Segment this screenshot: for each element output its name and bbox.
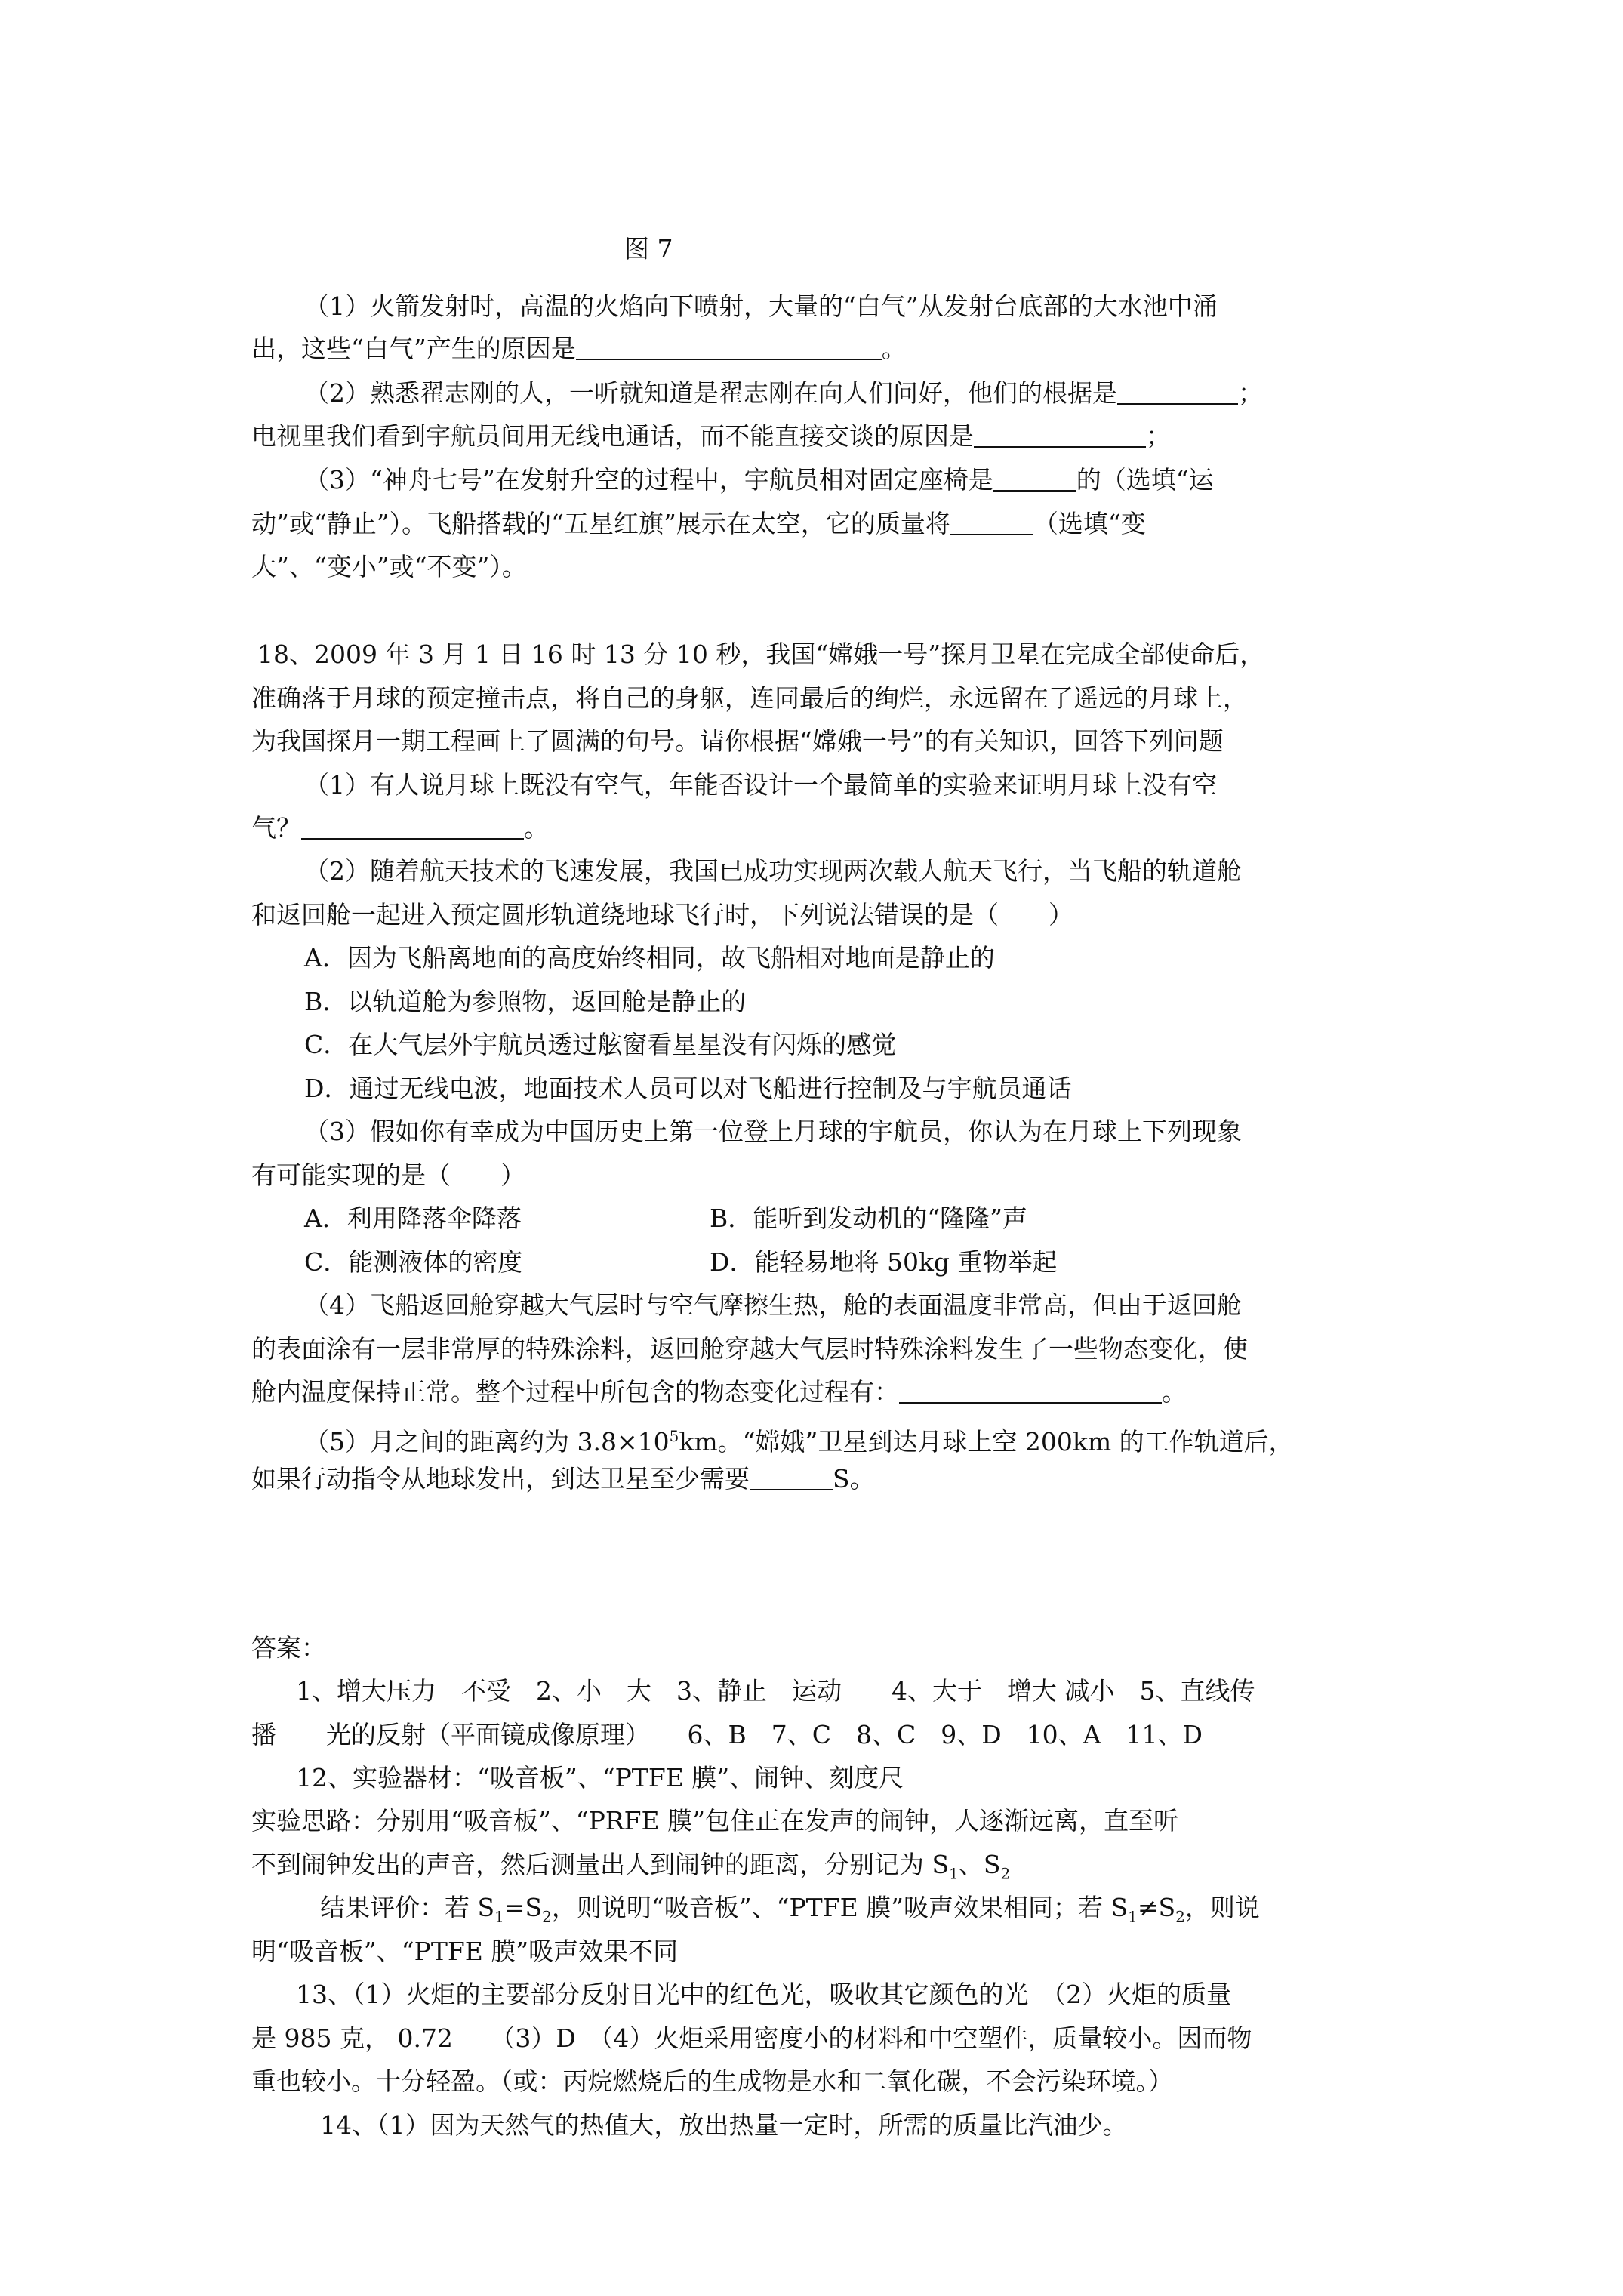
q18-sub1-end: 。: [524, 813, 549, 843]
exponent: 5: [669, 1427, 679, 1445]
answers-line7: 明“吸音板”、“PTFE 膜”吸声效果不同: [251, 1937, 679, 1966]
q17-part3-line2: [0, 507, 1623, 541]
answers-line6-e: ，则说: [1184, 1893, 1260, 1922]
q17-part2-line2: [0, 420, 1623, 453]
q18-sub3-option-d: D．能轻易地将 50kg 重物举起: [710, 1247, 1058, 1277]
q17-part3-end: 的（选填“运: [1076, 465, 1214, 495]
subscript: 1: [494, 1907, 504, 1926]
answers-line1: 1、增大压力 不受 2、小 大 3、静止 运动 4、大于 增大 减小 5、直线传: [296, 1676, 1255, 1706]
answers-line10: 重也较小。十分轻盈。（或：丙烷燃烧后的生成物是水和二氧化碳，不会污染环境。）: [251, 2066, 1173, 2096]
q18-sub1-line2: [0, 812, 1623, 845]
answers-line11: 14、（1）因为天然气的热值大，放出热量一定时，所需的质量比汽油少。: [320, 2110, 1128, 2140]
q17-part1-line1: （1）火箭发射时，高温的火焰向下喷射，大量的“白气”从发射台底部的大水池中涌: [304, 291, 1218, 321]
q17-part1-line2: [0, 332, 1623, 365]
answers-line4: 实验思路：分别用“吸音板”、“PRFE 膜”包住正在发声的闹钟，人逐渐远离，直至听: [251, 1806, 1179, 1835]
q18-sub5-line1: [0, 1419, 1623, 1459]
q17-part2-text2: 电视里我们看到宇航员间用无线电通话，而不能直接交谈的原因是: [251, 421, 974, 451]
q17-part2-text: （2）熟悉翟志刚的人，一听就知道是翟志刚在向人们问好，他们的根据是: [304, 378, 1117, 408]
q17-part3-text: （3）“神舟七号”在发射升空的过程中，宇航员相对固定座椅是: [304, 465, 993, 495]
answers-heading: 答案：: [251, 1633, 326, 1663]
q18-sub5-end: S。: [833, 1464, 875, 1493]
q18-sub1-line1: （1）有人说月球上既没有空气，年能否设计一个最简单的实验来证明月球上没有空: [304, 770, 1217, 800]
answers-line3: 12、实验器材：“吸音板”、“PTFE 膜”、闹钟、刻度尺: [296, 1763, 904, 1792]
q18-sub3-line1: （3）假如你有幸成为中国历史上第一位登上月球的宇航员，你认为在月球上下列现象: [304, 1117, 1242, 1146]
q18-sub3-option-b: B．能听到发动机的“隆隆”声: [710, 1203, 1027, 1233]
subscript: 1: [1128, 1907, 1138, 1926]
q18-sub2-line1: （2）随着航天技术的飞速发展，我国已成功实现两次载人航天飞行，当飞船的轨道舱: [304, 856, 1242, 886]
q18-sub3-option-c: C．能测液体的密度: [304, 1247, 523, 1277]
q18-sub2-option-b: B．以轨道舱为参照物，返回舱是静止的: [304, 987, 747, 1016]
q18-sub5-text2: 如果行动指令从地球发出，到达卫星至少需要: [251, 1464, 750, 1493]
q18-sub4-line2: 的表面涂有一层非常厚的特殊涂料，返回舱穿越大气层时特殊涂料发生了一些物态变化，使: [251, 1334, 1248, 1364]
answer-blank: [750, 1466, 833, 1490]
answers-line6-d: ≠S: [1137, 1893, 1176, 1922]
q18-sub3-options-row1: [0, 1202, 1623, 1235]
q18-sub3-options-row2: [0, 1246, 1623, 1279]
answers-line9: 是 985 克， 0.72 （3）D （4）火炬采用密度小的材料和中空塑件，质量较小。因而物: [251, 2023, 1252, 2053]
q18-sub5-text: （5）月之间的距离约为 3.8×10: [304, 1427, 670, 1456]
answers-line6: [0, 1891, 1623, 1934]
answer-blank: [301, 815, 524, 840]
q17-part3-text2: 动”或“静止”）。飞船搭载的“五星红旗”展示在太空，它的质量将: [251, 509, 950, 538]
answers-line5-text: 不到闹钟发出的声音，然后测量出人到闹钟的距离，分别记为 S: [251, 1850, 950, 1879]
q18-sub3-option-a: A．利用降落伞降落: [304, 1203, 522, 1233]
q17-part1-text: 出，这些“白气”产生的原因是: [251, 334, 576, 363]
q17-part3-end2: （选填“变: [1033, 509, 1146, 538]
q18-intro-line2: 准确落于月球的预定撞击点，将自己的身躯，连同最后的绚烂，永远留在了遥远的月球上，: [251, 683, 1248, 713]
answers-line6-b: =S: [504, 1893, 543, 1922]
q18-sub2-option-d: D．通过无线电波，地面技术人员可以对飞船进行控制及与宇航员通话: [304, 1074, 1072, 1103]
answer-blank: [1117, 381, 1238, 405]
q18-sub5-text-cont: km。“嫦娥”卫星到达月球上空 200km 的工作轨道后，: [679, 1427, 1294, 1456]
q18-sub4-line1: （4）飞船返回舱穿越大气层时与空气摩擦生热，舱的表面温度非常高，但由于返回舱: [304, 1290, 1242, 1320]
q18-sub4-line3: [0, 1376, 1623, 1409]
q18-intro-line3: 为我国探月一期工程画上了圆满的句号。请你根据“嫦娥一号”的有关知识，回答下列问题: [251, 726, 1224, 756]
q18-sub2-line2: 和返回舱一起进入预定圆形轨道绕地球飞行时，下列说法错误的是（ ）: [251, 900, 1073, 929]
q18-intro-line1: 18、2009 年 3 月 1 日 16 时 13 分 10 秒，我国“嫦娥一号”探月卫星在完成全部使命后，: [257, 639, 1265, 669]
q17-part2-line1: [0, 377, 1623, 410]
subscript: 2: [1000, 1864, 1011, 1883]
q18-sub5-line2: [0, 1462, 1623, 1496]
q17-part1-end: 。: [881, 334, 907, 363]
subscript: 2: [1175, 1907, 1185, 1926]
answers-line6-c: ，则说明“吸音板”、“PTFE 膜”吸声效果相同；若 S: [551, 1893, 1129, 1922]
q17-part2-end2: ；: [1146, 421, 1171, 451]
answer-blank: [974, 424, 1146, 448]
answers-line6-a: 结果评价：若 S: [320, 1893, 495, 1922]
answers-line2: 播 光的反射（平面镜成像原理） 6、B 7、C 8、C 9、D 10、A 11、D: [251, 1720, 1203, 1749]
answer-blank: [950, 511, 1033, 535]
answers-line8: 13、（1）火炬的主要部分反射日光中的红色光，吸收其它颜色的光 （2）火炬的质量: [296, 1980, 1231, 2009]
q18-sub2-option-c: C．在大气层外宇航员透过舷窗看星星没有闪烁的感觉: [304, 1030, 897, 1059]
subscript: 1: [949, 1864, 959, 1883]
q18-sub1-text: 气？: [251, 813, 301, 843]
answers-line5: [0, 1848, 1623, 1891]
q17-part3-line1: [0, 464, 1623, 497]
figure-caption: 图 7: [624, 234, 673, 264]
q17-part3-line3: 大”、“变小”或“不变”）。: [251, 552, 527, 581]
answer-blank: [576, 336, 882, 360]
answer-blank: [899, 1379, 1162, 1404]
answer-blank: [993, 467, 1076, 492]
q18-sub3-line2: 有可能实现的是（ ）: [251, 1160, 525, 1190]
q18-sub4-end: 。: [1162, 1377, 1187, 1407]
answers-line5-mid: 、S: [958, 1850, 1001, 1879]
q18-sub2-option-a: A．因为飞船离地面的高度始终相同，故飞船相对地面是静止的: [304, 943, 995, 972]
q17-part2-end: ；: [1238, 378, 1263, 408]
subscript: 2: [542, 1907, 552, 1926]
q18-sub4-text: 舱内温度保持正常。整个过程中所包含的物态变化过程有：: [251, 1377, 899, 1407]
